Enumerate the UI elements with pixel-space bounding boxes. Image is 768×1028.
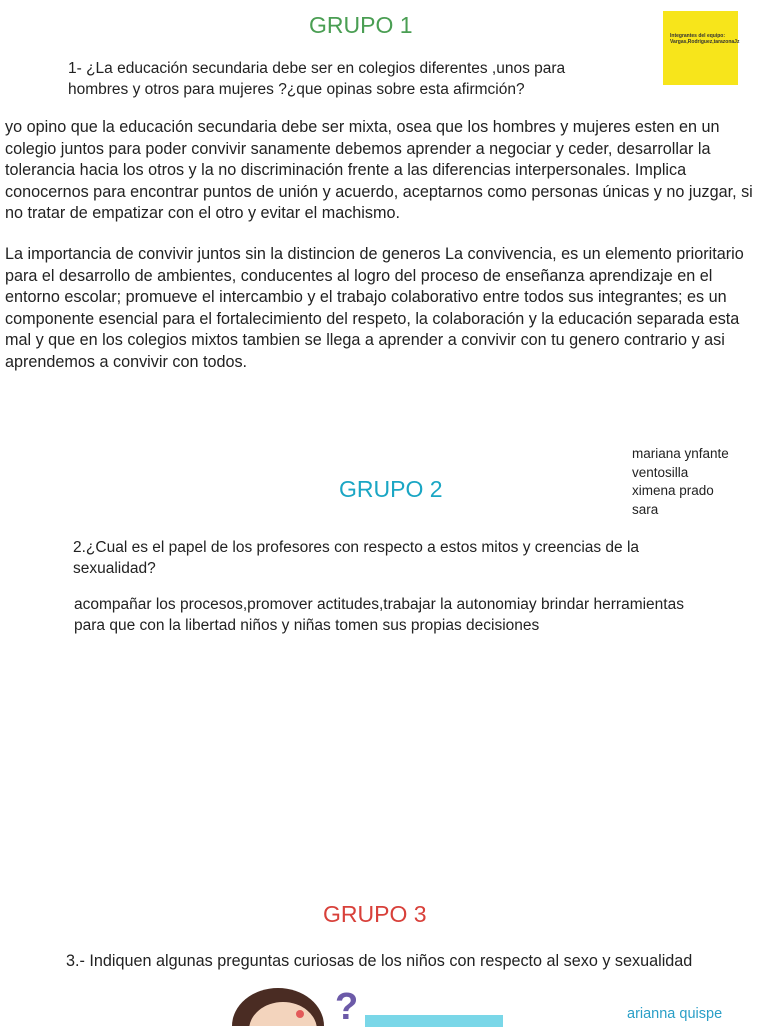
grupo-3-member: arianna quispe — [627, 1006, 723, 1022]
member-name: sara — [632, 501, 659, 517]
grupo-2-answer: acompañar los procesos,promover actitudes,trabajar la autonomiay brindar herramientas para que con la libertad niños y niñas tomen sus propias decisiones — [74, 596, 684, 634]
grupo-2-question: 2.¿Cual es el papel de los profesores con respecto a estos mitos y creencias de la sexualidad? — [73, 539, 640, 577]
grupo-2-members — [632, 445, 729, 519]
question-line: 1- ¿La educación secundaria debe ser en colegios diferentes ,unos para — [68, 60, 566, 77]
grupo-2-title: GRUPO 2 — [339, 476, 443, 502]
question-mark-icon: ? — [335, 986, 359, 1028]
grupo-1-question — [68, 58, 658, 100]
team-note — [663, 11, 738, 85]
grupo-1-paragraph-1: yo opino que la educación secundaria debe ser mixta, osea que los hombres y mujeres esten en un colegio juntos para poder convivir sanamente debemos aprender a negociar y ceder, desarrollar la tolerancia hacia los otros y la no discriminación frente a las diferencias interpersonales. Implica conocernos para encontrar puntos de unión y acuerdo, aceptarnos como personas únicas y no juzgar, si no tratar de empatizar con el otro y evitar el machismo. — [5, 118, 753, 222]
member-name: ventosilla — [632, 464, 689, 480]
child-illustration — [228, 986, 328, 1026]
hair-clip — [296, 1010, 304, 1018]
member-name: ximena prado — [632, 483, 714, 498]
question-line: hombres y otros para mujeres ?¿que opinas sobre esta afirmción? — [68, 81, 525, 98]
team-note-text: Integrantes del equipo: Vargas,Rodriguez,tarazonaJz — [670, 33, 740, 45]
member-name: mariana ynfante — [632, 446, 729, 461]
grupo-3-question: 3.- Indiquen algunas preguntas curiosas de los niños con respecto al sexo y sexualidad — [66, 952, 693, 970]
grupo-1-paragraph-2: La importancia de convivir juntos sin la distincion de generos La convivencia, es un elemento prioritario para el desarrollo de ambientes, conducentes al logro del proceso de enseñanza aprendizaje en el entorno escolar; promueve el intercambio y el trabajo colaborativo entre todos sus integrantes; es un componente esencial para el fortalecimiento del respeto, la colaboración y la educación separada esta mal y que en los colegios mixtos tambien se llega a aprender a convivir con tu genero contrario y asi aprendemos a convivir con todos. — [5, 245, 744, 371]
grupo-1-title: GRUPO 1 — [309, 12, 413, 38]
grupo-3-title: GRUPO 3 — [323, 901, 427, 927]
cyan-bar — [365, 1015, 503, 1027]
